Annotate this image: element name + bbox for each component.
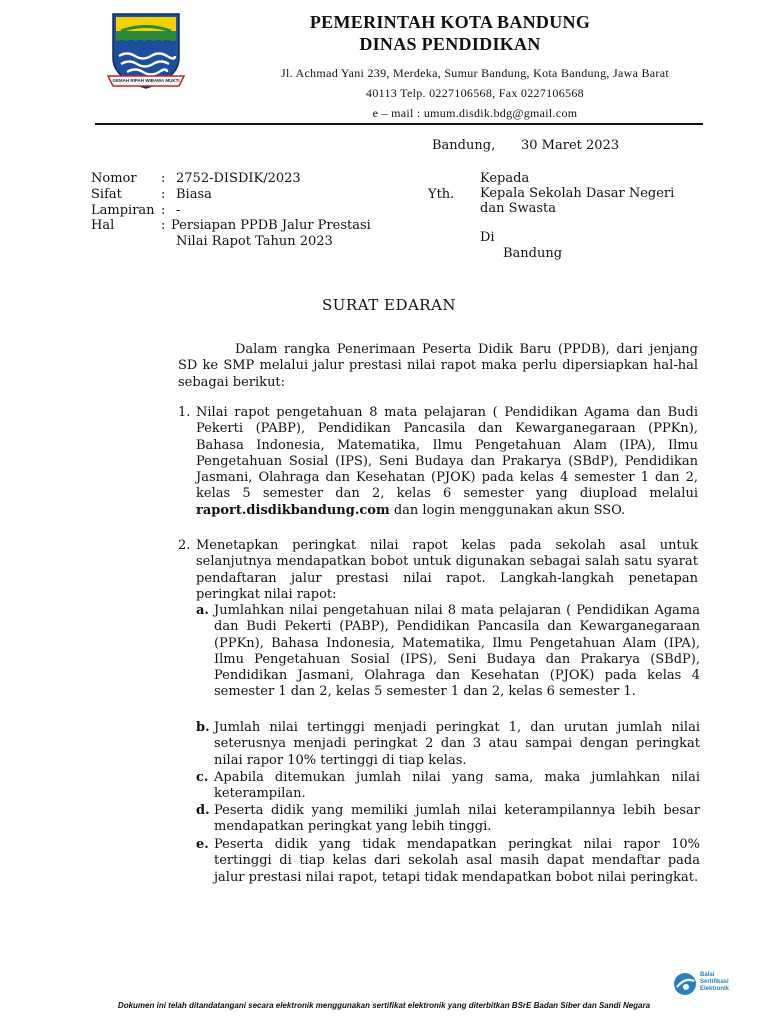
sifat-value: Biasa: [176, 187, 212, 202]
subitem-a-text: Jumlahkan nilai pengetahuan nilai 8 mata pelajaran ( Pendidikan Agama dan Budi Pekerti (PABP), Pendidikan Pancasila dan Kewarganegaraan (PPKn), Bahasa Indonesia, Matematika, Ilmu Pengetahuan Alam (IPA), Ilmu Pengetahuan Sosial (IPS), Seni Budaya dan Prakarya (SBdP), Pendidikan Jasmani, Olahraga dan Kesehatan (PJOK) pada kelas 4 semester 1 dan 2, kelas 5 semester 1 dan 2, kelas 6 semester 1.: [214, 603, 700, 700]
letterhead-line2: DINAS PENDIDIKAN: [359, 34, 541, 54]
lampiran-value: -: [176, 203, 181, 218]
sifat-sep: :: [161, 187, 166, 202]
hal-value-line1: Persiapan PPDB Jalur Prestasi: [171, 218, 371, 233]
item1-text-main: Nilai rapot pengetahuan 8 mata pelajaran ( Pendidikan Agama dan Budi Pekerti (PABP), Pendidikan Pancasila dan Kewarganegaraan (PPKn), Bahasa Indonesia, Matematika, Ilmu Pengetahuan Alam (IPA), Ilmu Pengetahuan Sosial (IPS), Seni Budaya dan Prakarya (SBdP), Pendidikan Jasmani, Olahraga dan Kesehatan (PJOK) pada kelas 4 semester 1 dan 2, kelas 5 semester dan 2, kelas 6 semester yang diupload melalui: [196, 405, 698, 502]
recipient-name-line1: Kepala Sekolah Dasar Negeri: [480, 186, 675, 201]
subitem-b-label: b.: [196, 720, 210, 735]
subitem-a-label: a.: [196, 603, 209, 618]
recipient-name-line2: dan Swasta: [480, 201, 557, 216]
subitem-c-label: c.: [196, 770, 209, 785]
hal-label: Hal: [91, 218, 115, 233]
letterhead-rule: [95, 123, 703, 125]
bsre-line3: Elektronik: [700, 986, 730, 992]
letterhead-email: e – mail : umum.disdik.bdg@gmail.com: [372, 106, 578, 120]
hal-value-line2: Nilai Rapot Tahun 2023: [176, 234, 333, 249]
nomor-label: Nomor: [91, 171, 137, 186]
lampiran-label: Lampiran: [91, 203, 155, 218]
city-logo: [105, 10, 187, 92]
date-place: Bandung,: [432, 138, 496, 153]
letter-title: SURAT EDARAN: [322, 296, 457, 314]
intro-paragraph: Dalam rangka Penerimaan Peserta Didik Baru (PPDB), dari jenjang SD ke SMP melalui jalur prestasi nilai rapot maka perlu dipersiapkan hal-hal sebagai berikut:: [178, 342, 698, 390]
logo-motto: GEMAH RIPAH WIBAWA MUKTI: [112, 78, 180, 83]
yth-label: Yth.: [428, 187, 455, 202]
bsre-emblem-icon: [673, 972, 697, 996]
item2-number: 2.: [178, 538, 191, 553]
subitem-e-label: e.: [196, 837, 209, 852]
item1-number: 1.: [178, 405, 191, 420]
raport-link[interactable]: raport.disdikbandung.com: [196, 502, 390, 518]
subitem-e-text: Peserta didik yang tidak mendapatkan peringkat nilai rapor 10% tertinggi di tiap kelas dari sekolah asal masih dapat mendaftar pada jalur prestasi nilai rapot, tetapi tidak mendapatkan bobot nilai peringkat.: [214, 837, 700, 885]
footer-note: Dokumen ini telah ditandatangani secara elektronik menggunakan sertifikat elektronik yang diterbitkan BSrE Badan Siber dan Sandi Negara: [117, 1001, 651, 1010]
letterhead-line1: PEMERINTAH KOTA BANDUNG: [309, 12, 591, 32]
item1-text: [196, 405, 698, 519]
bsre-logo: [673, 970, 743, 998]
sifat-label: Sifat: [91, 187, 122, 202]
bsre-line1: Balai: [700, 972, 715, 978]
item1-text-end: dan login menggunakan akun SSO.: [393, 502, 626, 518]
kepada-label: Kepada: [480, 171, 530, 186]
letterhead-phone: 40113 Telp. 0227106568, Fax 0227106568: [366, 86, 584, 100]
letterhead-address: Jl. Achmad Yani 239, Merdeka, Sumur Bandung, Kota Bandung, Jawa Barat: [281, 66, 669, 80]
subitem-b-text: Jumlah nilai tertinggi menjadi peringkat 1, dan urutan jumlah nilai seterusnya menjadi peringkat 2 dan 3 atau sampai dengan peringkat nilai rapor 10% tertinggi di tiap kelas.: [214, 720, 700, 768]
subitem-d-text: Peserta didik yang memiliki jumlah nilai keterampilannya lebih besar mendapatkan peringkat yang lebih tinggi.: [214, 803, 700, 835]
letter-date: 30 Maret 2023: [521, 138, 620, 153]
subitem-d-label: d.: [196, 803, 210, 818]
recipient-city: Bandung: [503, 246, 563, 261]
bsre-line2: Sertifikasi: [700, 979, 729, 985]
lampiran-sep: :: [161, 203, 166, 218]
subitem-c-text: Apabila ditemukan jumlah nilai yang sama, maka jumlahkan nilai keterampilan.: [214, 770, 700, 802]
item2-text: Menetapkan peringkat nilai rapot kelas pada sekolah asal untuk selanjutnya mendapatkan bobot untuk digunakan sebagai salah satu syarat pendaftaran jalur prestasi nilai rapot. Langkah-langkah penetapan peringkat nilai rapot:: [196, 538, 698, 602]
di-label: Di: [480, 230, 495, 245]
hal-sep: :: [161, 218, 166, 233]
nomor-value: 2752-DISDIK/2023: [176, 171, 301, 186]
nomor-sep: :: [161, 171, 166, 186]
